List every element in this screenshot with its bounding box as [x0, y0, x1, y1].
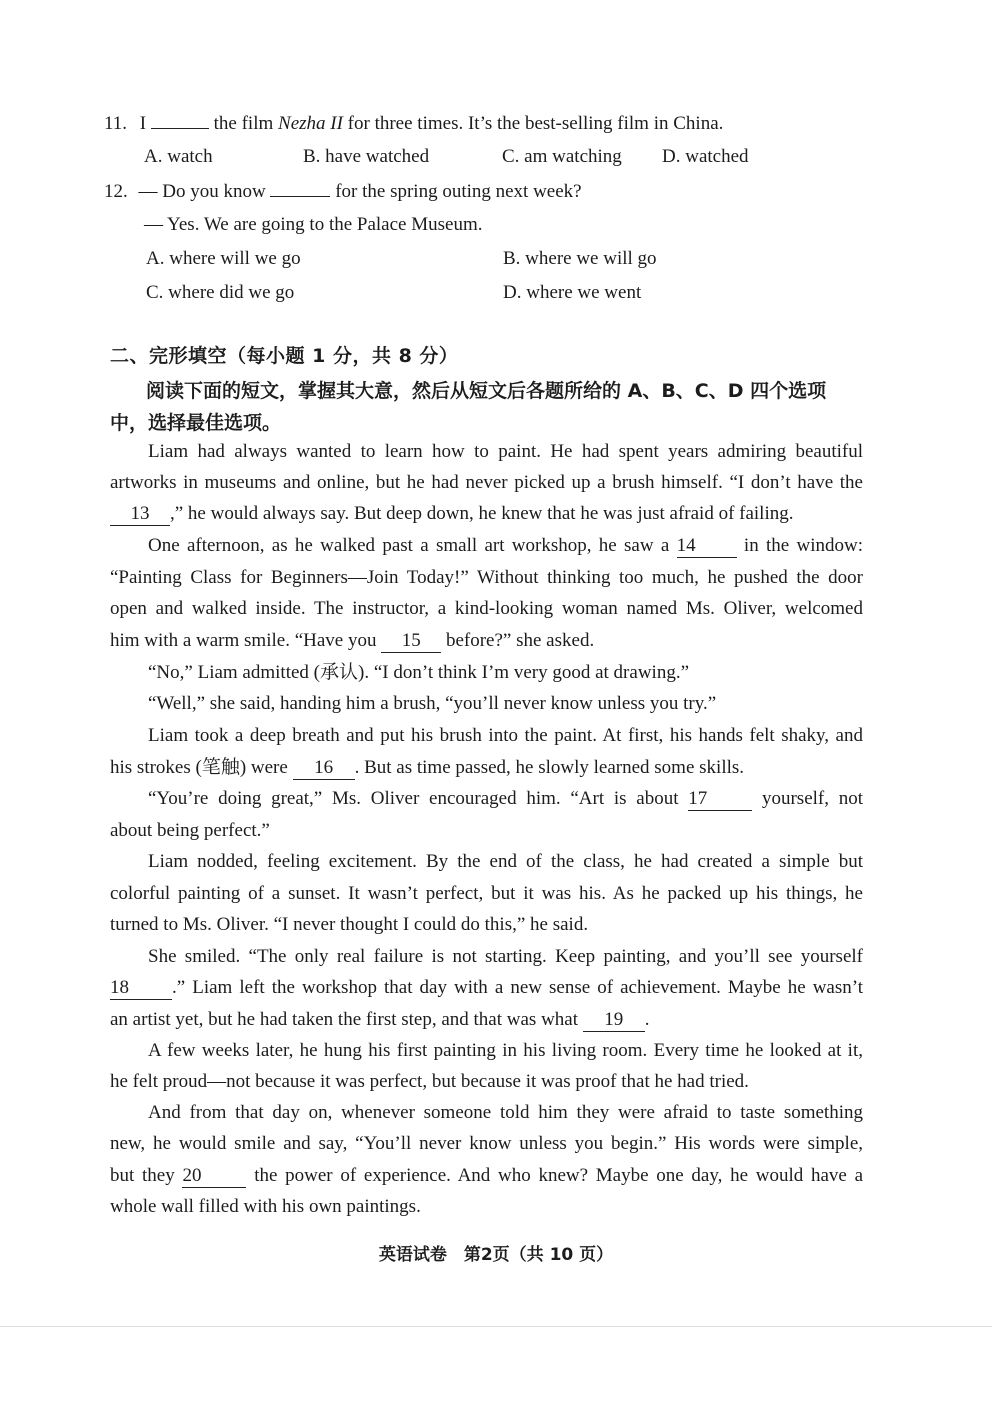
passage-line: he felt proud—not because it was perfect, but because it was proof that he had tried. — [110, 1071, 749, 1092]
question-text: I — [139, 113, 147, 134]
blank-18: 18 — [110, 977, 172, 1000]
answer-blank — [151, 110, 209, 129]
passage-line: open and walked inside. The instructor, a kind-looking woman named Ms. Oliver, welcomed — [110, 598, 863, 619]
section-title: 二、完形填空（每小题 1 分，共 8 分） — [110, 345, 459, 367]
question-12-reply: — Yes. We are going to the Palace Museum. — [144, 214, 483, 235]
page-footer: 英语试卷 第2页（共 10 页） — [378, 1245, 614, 1265]
section-instruction: 阅读下面的短文，掌握其大意，然后从短文后各题所给的 A、B、C、D 四个选项中，选择最佳选项。 — [110, 380, 827, 434]
passage-line: She smiled. “The only real failure is not starting. Keep painting, and you’ll see yourself — [148, 946, 863, 967]
blank-15: 15 — [381, 630, 441, 653]
answer-blank — [270, 178, 330, 197]
option-b: B. have watched — [303, 146, 430, 167]
option-a: A. where will we go — [146, 248, 301, 269]
passage-line: an artist yet, but he had taken the first step, and that was what 19 . — [110, 1009, 650, 1030]
blank-16: 16 — [293, 757, 355, 780]
question-number: 11. — [104, 113, 128, 134]
page-divider — [0, 1326, 992, 1327]
option-b: B. where we will go — [503, 248, 657, 269]
passage-line: 18 .” Liam left the workshop that day with a new sense of achievement. Maybe he wasn’t — [110, 977, 863, 998]
blank-19: 19 — [583, 1009, 645, 1032]
passage-line: about being perfect.” — [110, 820, 270, 841]
passage-line: him with a warm smile. “Have you 15 before?” she asked. — [110, 630, 595, 651]
passage-line: his strokes (笔触) were 16 . But as time passed, he slowly learned some skills. — [110, 757, 745, 778]
blank-17: 17 — [688, 788, 752, 811]
blank-13: 13 — [110, 503, 170, 526]
passage-line: Liam had always wanted to learn how to paint. He had spent years admiring beautiful — [148, 441, 863, 462]
passage-line: “You’re doing great,” Ms. Oliver encouraged him. “Art is about 17 yourself, not — [148, 788, 864, 809]
passage-line: “Well,” she said, handing him a brush, “you’ll never know unless you try.” — [148, 693, 717, 714]
question-12: 12. — Do you know for the spring outing next week? — [104, 178, 582, 205]
blank-20: 20 — [182, 1165, 246, 1188]
question-text: — Do you know — [138, 181, 266, 202]
passage-line: new, he would smile and say, “You’ll never know unless you begin.” His words were simple, — [110, 1133, 863, 1154]
option-a: A. watch — [144, 146, 213, 167]
film-title: Nezha II — [278, 113, 343, 134]
blank-14: 14 — [677, 535, 737, 558]
option-c: C. am watching — [502, 146, 622, 167]
passage-line: turned to Ms. Oliver. “I never thought I could do this,” he said. — [110, 914, 589, 935]
passage-line: One afternoon, as he walked past a small art workshop, he saw a 14 in the window: — [148, 535, 864, 556]
option-c: C. where did we go — [146, 282, 295, 303]
passage-line: Liam took a deep breath and put his brush into the paint. At first, his hands felt shaky, and — [148, 725, 863, 746]
question-11: 11. I the film Nezha II for three times. It’s the best-selling film in China. — [104, 110, 723, 137]
passage-line: colorful painting of a sunset. It wasn’t perfect, but it was his. As he packed up his things, he — [110, 883, 863, 904]
passage-line: artworks in museums and online, but he had never picked up a brush himself. “I don’t have the — [110, 472, 863, 493]
option-d: D. where we went — [503, 282, 642, 303]
question-number: 12. — [104, 181, 128, 202]
passage-line: Liam nodded, feeling excitement. By the end of the class, he had created a simple but — [148, 851, 863, 872]
passage-line: “Painting Class for Beginners—Join Today!” Without thinking too much, he pushed the door — [110, 567, 863, 588]
passage-line: A few weeks later, he hung his first painting in his living room. Every time he looked at it, — [148, 1040, 863, 1061]
option-d: D. watched — [662, 146, 749, 167]
passage-line: And from that day on, whenever someone told him they were afraid to taste something — [148, 1102, 863, 1123]
passage-line: but they 20 the power of experience. And who knew? Maybe one day, he would have a — [110, 1165, 864, 1186]
passage-line: 13 ,” he would always say. But deep down, he knew that he was just afraid of failing. — [110, 501, 863, 527]
passage-line: “No,” Liam admitted (承认). “I don’t think I’m very good at drawing.” — [148, 662, 689, 683]
passage-line: whole wall filled with his own paintings. — [110, 1196, 421, 1217]
